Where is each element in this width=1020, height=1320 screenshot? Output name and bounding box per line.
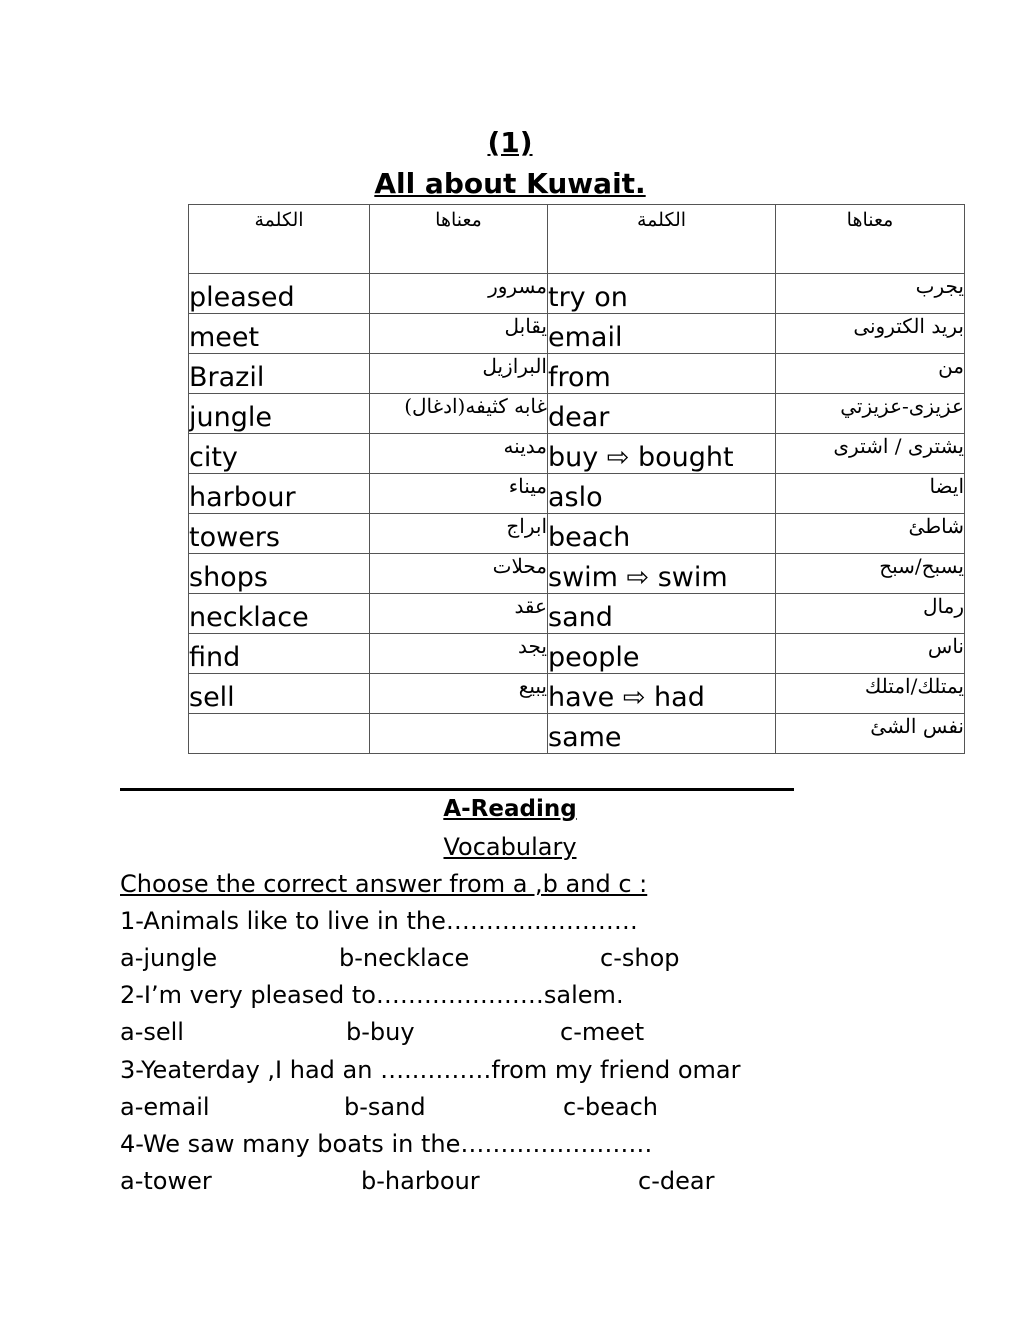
option-2a: a-sell: [120, 1018, 184, 1046]
table-row: [189, 714, 965, 754]
meaning-cell: ميناء: [370, 474, 548, 514]
table-row: [189, 394, 965, 434]
table-row: [189, 474, 965, 514]
instruction: Choose the correct answer from a ,b and c :: [120, 870, 648, 898]
meaning-cell: محلات: [370, 554, 548, 594]
section-heading: A-Reading: [443, 796, 577, 822]
table-row: [189, 434, 965, 474]
word-cell: email: [548, 314, 776, 354]
question-1: 1-Animals like to live in the……………………: [120, 907, 638, 935]
word-cell: harbour: [189, 474, 370, 514]
table-row: [189, 674, 965, 714]
header-meaning-1: معناها: [370, 205, 548, 274]
meaning-cell: غابه كثيفه(ادغال): [370, 394, 548, 434]
header-word-1: الكلمة: [189, 205, 370, 274]
meaning-cell: يجد: [370, 634, 548, 674]
question-4: 4-We saw many boats in the……………………: [120, 1130, 653, 1158]
meaning-cell: من: [776, 354, 965, 394]
meaning-cell: ابراج: [370, 514, 548, 554]
meaning-cell: بريد الكترونى: [776, 314, 965, 354]
word-cell: towers: [189, 514, 370, 554]
meaning-cell: عقد: [370, 594, 548, 634]
table-row: [189, 514, 965, 554]
question-3: 3-Yeaterday ,I had an …..………from my friend omar: [120, 1056, 741, 1084]
word-cell: city: [189, 434, 370, 474]
header-meaning-2: معناها: [776, 205, 965, 274]
word-cell: try on: [548, 274, 776, 314]
meaning-cell: البرازيل: [370, 354, 548, 394]
meaning-cell: ايضا: [776, 474, 965, 514]
word-cell: sand: [548, 594, 776, 634]
section-divider: [120, 788, 794, 791]
lesson-number: (1): [487, 126, 533, 159]
option-4a: a-tower: [120, 1167, 212, 1195]
word-cell: [189, 714, 370, 754]
table-row: [189, 314, 965, 354]
page-title: All about Kuwait.: [374, 167, 646, 200]
meaning-cell: ناس: [776, 634, 965, 674]
table-row: [189, 634, 965, 674]
option-2b: b-buy: [346, 1018, 415, 1046]
vocabulary-table: [188, 204, 965, 754]
header-word-2: الكلمة: [548, 205, 776, 274]
option-1a: a-jungle: [120, 944, 218, 972]
word-cell: people: [548, 634, 776, 674]
word-cell: pleased: [189, 274, 370, 314]
word-cell: Brazil: [189, 354, 370, 394]
table-row: [189, 554, 965, 594]
table-row: [189, 354, 965, 394]
option-4b: b-harbour: [361, 1167, 480, 1195]
word-cell: aslo: [548, 474, 776, 514]
table-header-row: [189, 205, 965, 274]
word-cell: shops: [189, 554, 370, 594]
meaning-cell: شاطئ: [776, 514, 965, 554]
word-cell: meet: [189, 314, 370, 354]
word-cell: swim ⇨ swim: [548, 554, 776, 594]
word-cell: same: [548, 714, 776, 754]
word-cell: necklace: [189, 594, 370, 634]
meaning-cell: يقابل: [370, 314, 548, 354]
option-1b: b-necklace: [339, 944, 470, 972]
word-cell: beach: [548, 514, 776, 554]
table-row: [189, 594, 965, 634]
question-2: 2-I’m very pleased to…………………salem.: [120, 981, 624, 1009]
word-cell: buy ⇨ bought: [548, 434, 776, 474]
meaning-cell: [370, 714, 548, 754]
meaning-cell: رمال: [776, 594, 965, 634]
option-3a: a-email: [120, 1093, 210, 1121]
meaning-cell: يبيع: [370, 674, 548, 714]
meaning-cell: يسبح/سبح: [776, 554, 965, 594]
meaning-cell: يجرب: [776, 274, 965, 314]
meaning-cell: مدينه: [370, 434, 548, 474]
word-cell: from: [548, 354, 776, 394]
option-2c: c-meet: [560, 1018, 645, 1046]
option-4c: c-dear: [638, 1167, 715, 1195]
section-subheading: Vocabulary: [443, 833, 577, 861]
option-3b: b-sand: [344, 1093, 426, 1121]
meaning-cell: يشترى / اشترى: [776, 434, 965, 474]
meaning-cell: عزيزى-عزيزتي: [776, 394, 965, 434]
meaning-cell: نفس الشئ: [776, 714, 965, 754]
meaning-cell: يمتلك/امتلك: [776, 674, 965, 714]
word-cell: sell: [189, 674, 370, 714]
word-cell: find: [189, 634, 370, 674]
option-3c: c-beach: [563, 1093, 658, 1121]
table-row: [189, 274, 965, 314]
meaning-cell: مسرور: [370, 274, 548, 314]
word-cell: dear: [548, 394, 776, 434]
word-cell: have ⇨ had: [548, 674, 776, 714]
word-cell: jungle: [189, 394, 370, 434]
option-1c: c-shop: [600, 944, 680, 972]
